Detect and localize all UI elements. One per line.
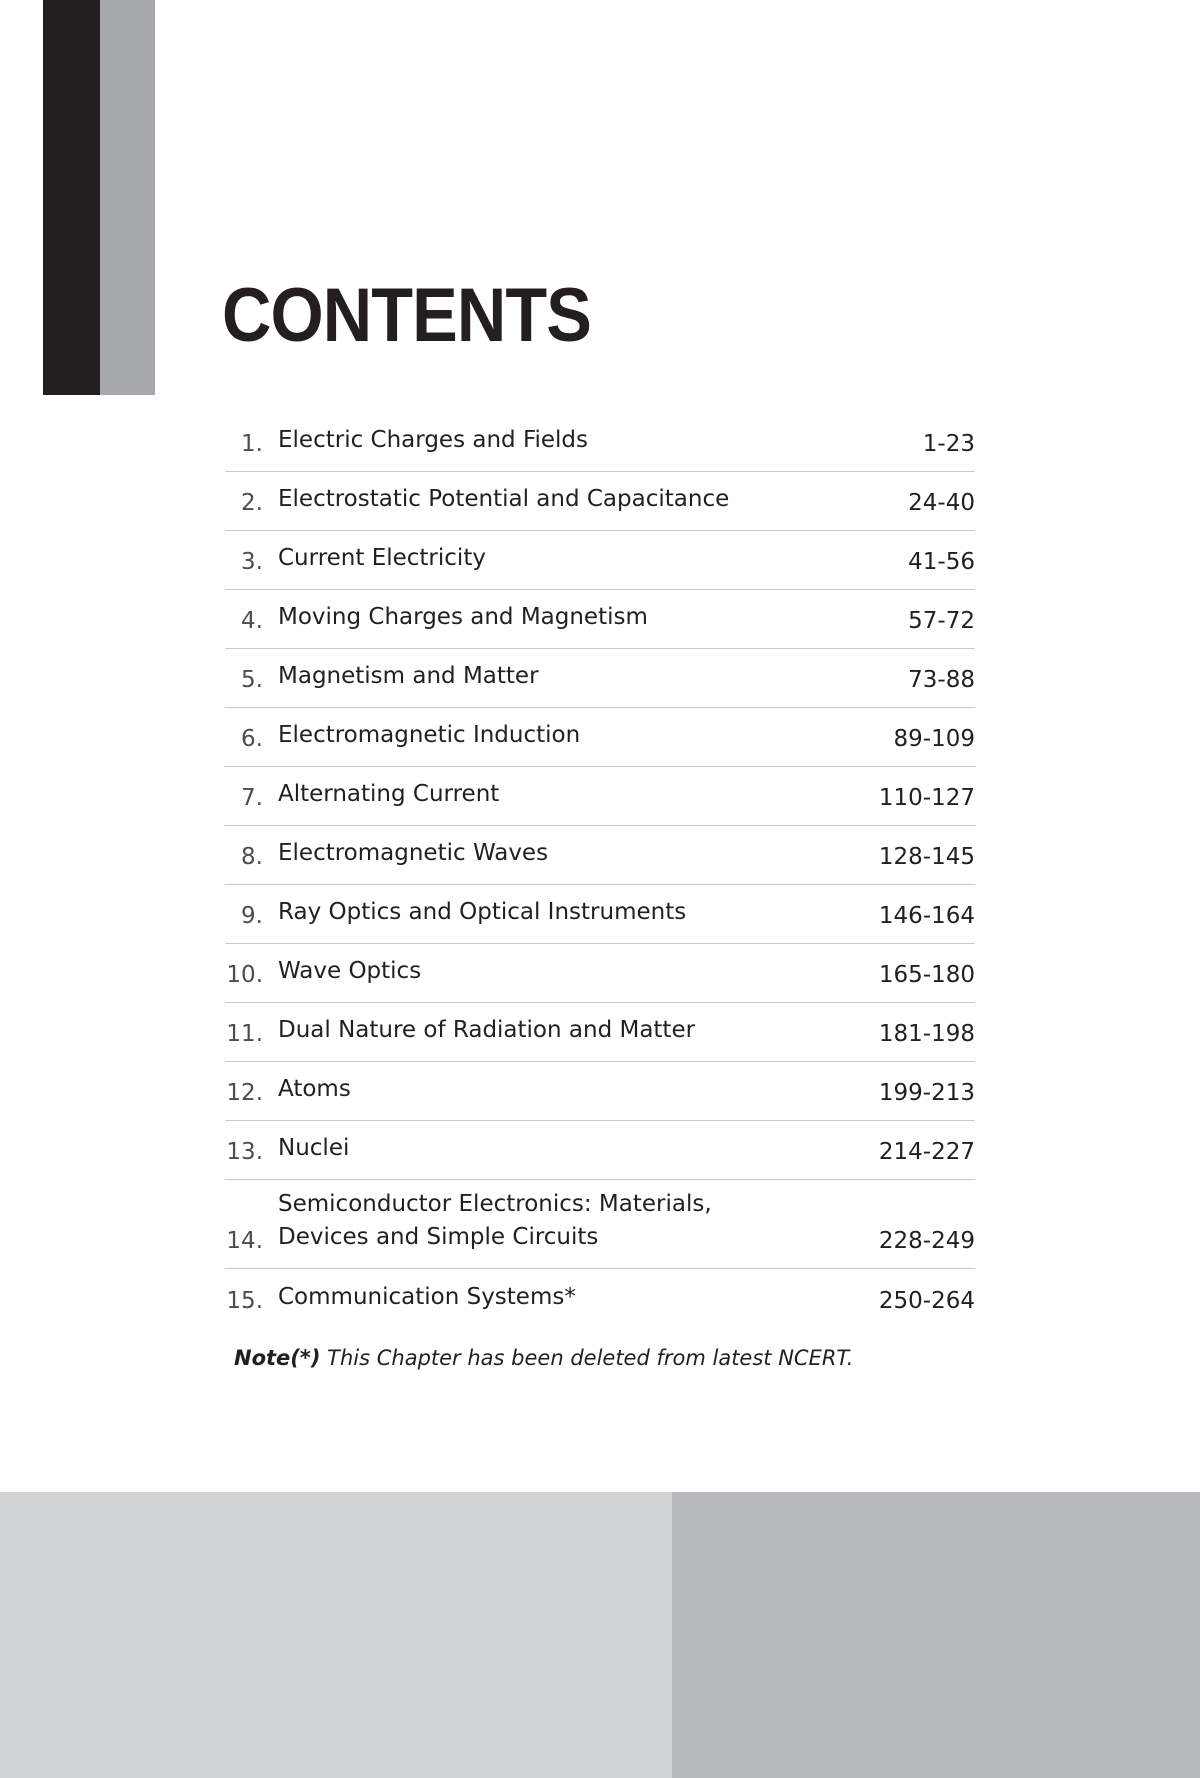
chapter-title-line: Communication Systems* <box>278 1284 576 1310</box>
chapter-title-line: Electromagnetic Waves <box>278 840 549 866</box>
chapter-title <box>263 1132 879 1165</box>
chapter-pages: 250-264 <box>878 1288 975 1314</box>
chapter-title-line: Electromagnetic Induction <box>278 722 581 748</box>
chapter-title <box>263 778 879 811</box>
chapter-number: 3. <box>241 549 263 575</box>
chapter-number: 14. <box>226 1228 263 1254</box>
chapter-title-line: Alternating Current <box>278 781 500 807</box>
chapter-title-line: Dual Nature of Radiation and Matter <box>278 1017 696 1043</box>
chapter-number: 1. <box>241 431 263 457</box>
toc-row <box>225 531 975 590</box>
chapter-number: 10. <box>226 962 263 988</box>
chapter-pages: 110-127 <box>878 785 975 811</box>
chapter-number: 2. <box>241 490 263 516</box>
chapter-pages: 128-145 <box>878 844 975 870</box>
footnote-text: This Chapter has been deleted from latest NCERT. <box>320 1346 854 1370</box>
footnote <box>234 1346 853 1370</box>
chapter-pages: 24-40 <box>908 490 975 516</box>
toc-row <box>225 708 975 767</box>
chapter-number: 6. <box>241 726 263 752</box>
chapter-number: 15. <box>226 1288 263 1314</box>
chapter-title-line: Ray Optics and Optical Instruments <box>278 899 687 925</box>
chapter-title <box>263 1014 879 1047</box>
chapter-pages: 181-198 <box>878 1021 975 1047</box>
toc-row <box>225 472 975 531</box>
toc-row <box>225 767 975 826</box>
chapter-title-line: Semiconductor Electronics: Materials, <box>278 1191 712 1217</box>
toc-row <box>225 1180 975 1269</box>
chapter-pages: 199-213 <box>878 1080 975 1106</box>
chapter-title <box>263 1281 879 1314</box>
chapter-title <box>263 660 908 693</box>
chapter-title <box>263 1073 879 1106</box>
chapter-number: 12. <box>226 1080 263 1106</box>
chapter-title <box>263 719 894 752</box>
chapter-title-line: Moving Charges and Magnetism <box>278 604 648 630</box>
chapter-pages: 73-88 <box>908 667 975 693</box>
chapter-title <box>263 955 879 988</box>
footer-block-dark <box>672 1492 1200 1778</box>
toc-row <box>225 826 975 885</box>
chapter-pages: 214-227 <box>878 1139 975 1165</box>
toc-row <box>225 649 975 708</box>
chapter-title-line: Current Electricity <box>278 545 486 571</box>
chapter-title <box>263 1188 879 1254</box>
toc-row <box>225 1121 975 1180</box>
chapter-title-line: Electric Charges and Fields <box>278 427 589 453</box>
side-bar-dark <box>43 0 100 395</box>
chapter-title <box>263 483 908 516</box>
toc-row <box>225 590 975 649</box>
chapter-number: 11. <box>226 1021 263 1047</box>
chapter-title <box>263 896 879 929</box>
chapter-pages: 89-109 <box>893 726 975 752</box>
chapter-number: 13. <box>226 1139 263 1165</box>
chapter-number: 5. <box>241 667 263 693</box>
chapter-pages: 57-72 <box>908 608 975 634</box>
side-bar-grey <box>100 0 155 395</box>
chapter-title <box>263 542 908 575</box>
chapter-title-line: Electrostatic Potential and Capacitance <box>278 486 730 512</box>
chapter-pages: 228-249 <box>878 1228 975 1254</box>
footnote-label: Note(*) <box>234 1346 321 1370</box>
chapter-pages: 41-56 <box>908 549 975 575</box>
footer-block-light <box>0 1492 672 1778</box>
chapter-pages: 165-180 <box>878 962 975 988</box>
toc-row <box>225 944 975 1003</box>
chapter-number: 9. <box>241 903 263 929</box>
chapter-title-line: Devices and Simple Circuits <box>278 1224 599 1250</box>
chapter-number: 8. <box>241 844 263 870</box>
toc-row <box>225 885 975 944</box>
toc-row <box>225 1003 975 1062</box>
toc-row <box>225 1062 975 1121</box>
chapter-pages: 1-23 <box>922 431 975 457</box>
chapter-title-line: Atoms <box>278 1076 351 1102</box>
toc-row <box>225 1269 975 1328</box>
chapter-title-line: Wave Optics <box>278 958 422 984</box>
chapter-number: 7. <box>241 785 263 811</box>
chapter-title <box>263 837 879 870</box>
page-title: CONTENTS <box>222 273 591 358</box>
chapter-number: 4. <box>241 608 263 634</box>
chapter-title-line: Magnetism and Matter <box>278 663 539 689</box>
chapter-title <box>263 424 923 457</box>
chapter-pages: 146-164 <box>878 903 975 929</box>
toc-row <box>225 413 975 472</box>
chapter-title <box>263 601 908 634</box>
table-of-contents <box>225 413 975 1328</box>
chapter-title-line: Nuclei <box>278 1135 350 1161</box>
